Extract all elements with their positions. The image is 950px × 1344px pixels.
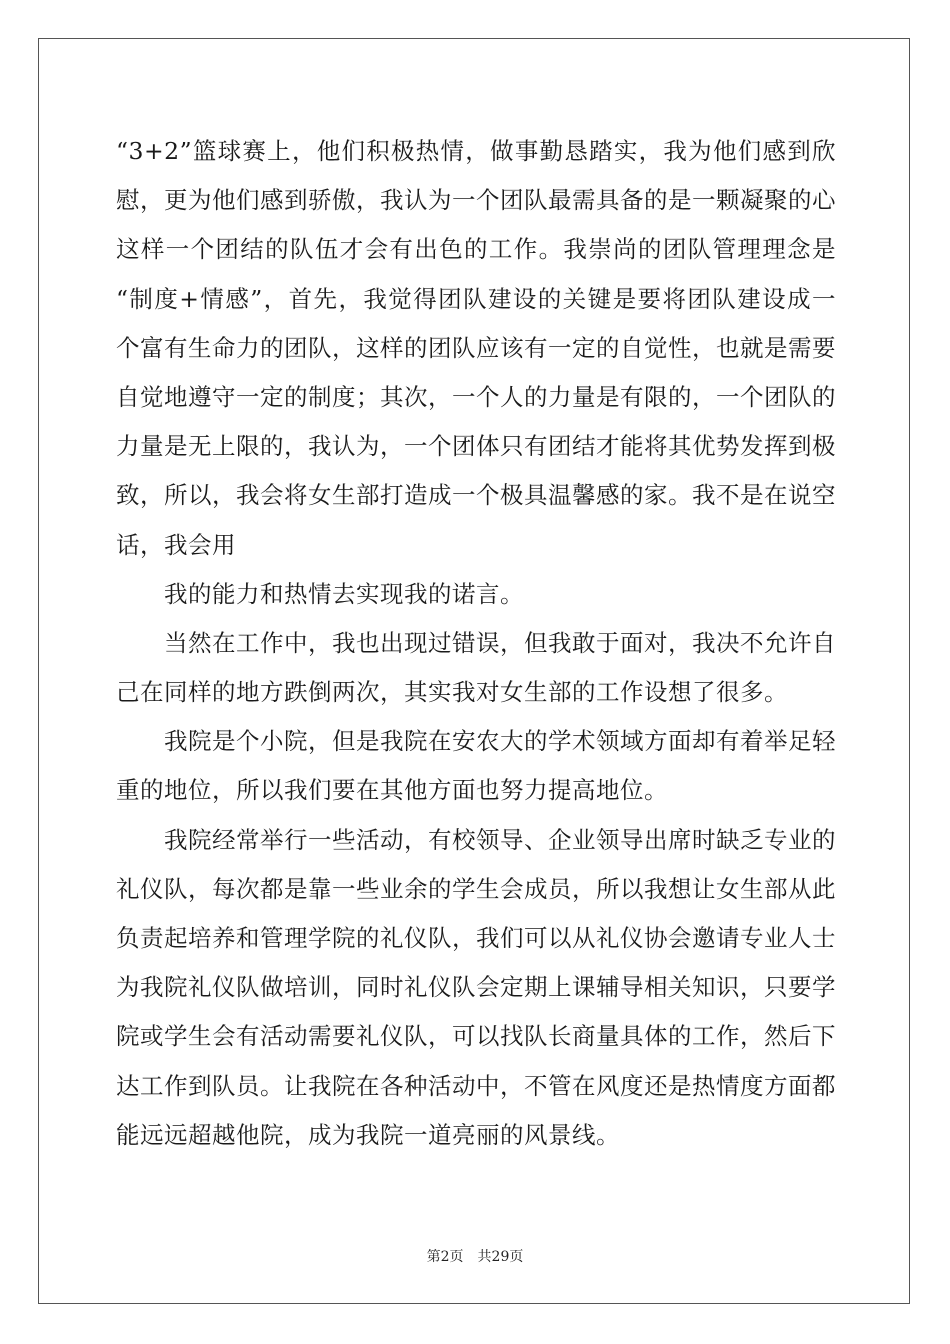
text-line: 这样一个团结的队伍才会有出色的工作。我崇尚的团队管理理念是 bbox=[116, 235, 836, 264]
paragraph-start: 我院是个小院，但是我院在安农大的学术领域方面却有着举足轻 bbox=[164, 727, 836, 756]
paragraph-start: 我院经常举行一些活动，有校领导、企业领导出席时缺乏专业的 bbox=[164, 825, 836, 854]
text-line: 话，我会用 bbox=[116, 530, 236, 559]
paragraph-start: 当然在工作中，我也出现过错误，但我敢于面对，我决不允许自 bbox=[164, 628, 836, 657]
text-line: 负责起培养和管理学院的礼仪队，我们可以从礼仪协会邀请专业人士 bbox=[116, 924, 836, 952]
text-line: “3+2”篮球赛上，他们积极热情，做事勤恳踏实，我为他们感到欣 bbox=[116, 137, 836, 165]
text-line: 院或学生会有活动需要礼仪队，可以找队长商量具体的工作，然后下 bbox=[116, 1022, 836, 1051]
text-line: 力量是无上限的，我认为，一个团体只有团结才能将其优势发挥到极 bbox=[116, 432, 836, 461]
text-line: “制度+情感”，首先，我觉得团队建设的关键是要将团队建设成一 bbox=[116, 284, 836, 313]
text-line: 能远远超越他院，成为我院一道亮丽的风景线。 bbox=[116, 1120, 620, 1149]
document-body bbox=[116, 127, 836, 1160]
text-line: 个富有生命力的团队，这样的团队应该有一定的自觉性，也就是需要 bbox=[116, 333, 836, 362]
text-line: 致，所以，我会将女生部打造成一个极具温馨感的家。我不是在说空 bbox=[116, 481, 836, 510]
text-line: 重的地位，所以我们要在其他方面也努力提高地位。 bbox=[116, 776, 668, 805]
total-pages: 共29页 bbox=[477, 1249, 524, 1265]
text-line: 礼仪队，每次都是靠一些业余的学生会成员，所以我想让女生部从此 bbox=[116, 874, 836, 903]
text-line: 达工作到队员。让我院在各种活动中，不管在风度还是热情度方面都 bbox=[116, 1071, 836, 1100]
text-line: 自觉地遵守一定的制度；其次，一个人的力量是有限的，一个团队的 bbox=[116, 382, 836, 411]
page-footer bbox=[0, 1246, 950, 1266]
text-line: 己在同样的地方跌倒两次，其实我对女生部的工作设想了很多。 bbox=[116, 678, 788, 707]
text-line: 慰，更为他们感到骄傲，我认为一个团队最需具备的是一颗凝聚的心 bbox=[116, 186, 836, 215]
text-line: 为我院礼仪队做培训，同时礼仪队会定期上课辅导相关知识，只要学 bbox=[116, 973, 836, 1002]
page-number: 第2页 bbox=[426, 1249, 464, 1265]
paragraph-start: 我的能力和热情去实现我的诺言。 bbox=[164, 579, 524, 608]
